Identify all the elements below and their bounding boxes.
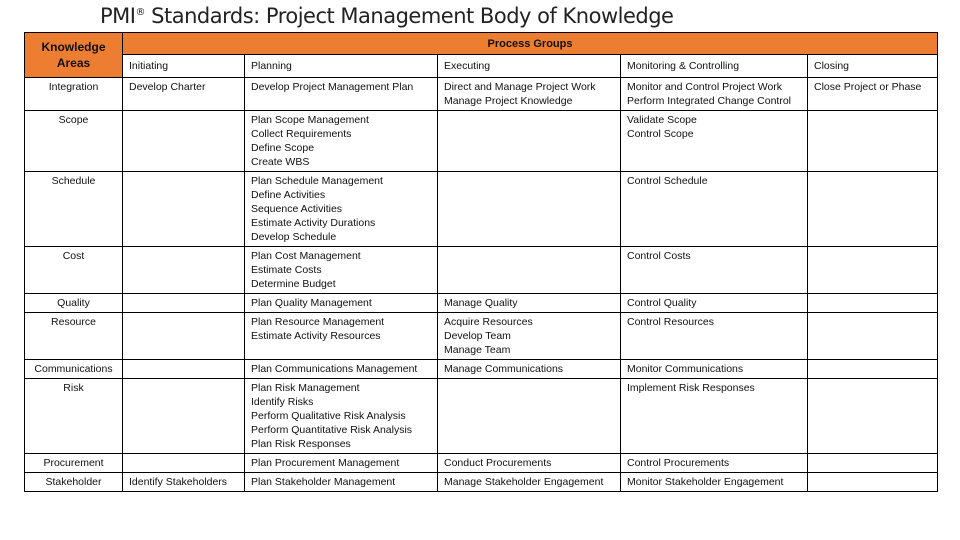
- process-cell-initiating: [123, 360, 245, 379]
- knowledge-area-label: Cost: [25, 247, 123, 294]
- header-row-process-groups: [25, 33, 938, 55]
- knowledge-area-label: Risk: [25, 379, 123, 454]
- process-item: Identify Risks: [251, 396, 314, 408]
- table-row: [25, 294, 938, 313]
- phase-header-executing: Executing: [438, 55, 621, 78]
- title-prefix: PMI: [100, 4, 136, 28]
- process-item: Control Resources: [627, 316, 714, 328]
- process-cell-initiating: [123, 247, 245, 294]
- process-item: Plan Procurement Management: [251, 457, 400, 469]
- process-item: Sequence Activities: [251, 203, 343, 215]
- process-cell-closing: [808, 454, 938, 473]
- process-cell-monitoring-controlling: [621, 247, 808, 294]
- header-row-phases: [25, 55, 938, 78]
- process-item: Manage Quality: [444, 297, 518, 309]
- process-item: Develop Project Management Plan: [251, 81, 414, 93]
- process-cell-executing: [438, 360, 621, 379]
- process-cell-initiating: [123, 313, 245, 360]
- process-item: Plan Cost Management: [251, 250, 361, 262]
- knowledge-area-label: Schedule: [25, 172, 123, 247]
- table-row: [25, 247, 938, 294]
- process-cell-executing: [438, 111, 621, 172]
- process-cell-executing: [438, 313, 621, 360]
- process-item: Control Procurements: [627, 457, 730, 469]
- process-item: Plan Schedule Management: [251, 175, 383, 187]
- process-cell-closing: [808, 313, 938, 360]
- title-text: Standards: Project Management Body of Knowledge: [151, 4, 674, 28]
- process-item: Implement Risk Responses: [627, 382, 755, 394]
- knowledge-area-label: Quality: [25, 294, 123, 313]
- process-item: Create WBS: [251, 156, 310, 168]
- process-item: Plan Quality Management: [251, 297, 372, 309]
- process-item: Plan Scope Management: [251, 114, 369, 126]
- process-cell-planning: [245, 111, 438, 172]
- table-row: [25, 379, 938, 454]
- process-item: Manage Team: [444, 344, 511, 356]
- process-cell-initiating: [123, 172, 245, 247]
- process-item: Control Schedule: [627, 175, 708, 187]
- process-cell-planning: [245, 473, 438, 492]
- knowledge-area-label: Procurement: [25, 454, 123, 473]
- process-cell-executing: [438, 473, 621, 492]
- knowledge-areas-header: Knowledge Areas: [25, 33, 123, 78]
- process-item: Perform Integrated Change Control: [627, 95, 792, 107]
- process-item: Define Scope: [251, 142, 315, 154]
- pmbok-table: [24, 32, 938, 492]
- page-title: [100, 4, 673, 28]
- process-item: Plan Resource Management: [251, 316, 385, 328]
- table-row: [25, 111, 938, 172]
- process-item: Direct and Manage Project Work: [444, 81, 596, 93]
- process-item: Estimate Activity Durations: [251, 217, 376, 229]
- knowledge-area-label: Stakeholder: [25, 473, 123, 492]
- process-cell-monitoring-controlling: [621, 294, 808, 313]
- process-cell-monitoring-controlling: [621, 379, 808, 454]
- process-item: Estimate Costs: [251, 264, 322, 276]
- phase-header-initiating: Initiating: [123, 55, 245, 78]
- process-cell-executing: [438, 294, 621, 313]
- process-cell-initiating: [123, 294, 245, 313]
- process-cell-monitoring-controlling: [621, 111, 808, 172]
- process-item: Collect Requirements: [251, 128, 352, 140]
- process-item: Monitor Stakeholder Engagement: [627, 476, 784, 488]
- process-cell-planning: [245, 454, 438, 473]
- process-cell-planning: [245, 78, 438, 111]
- table-row: [25, 78, 938, 111]
- process-item: Estimate Activity Resources: [251, 330, 381, 342]
- process-cell-closing: [808, 78, 938, 111]
- knowledge-area-label: Resource: [25, 313, 123, 360]
- table-row: [25, 473, 938, 492]
- table-row: [25, 360, 938, 379]
- process-item: Monitor Communications: [627, 363, 744, 375]
- process-cell-closing: [808, 379, 938, 454]
- process-item: Determine Budget: [251, 278, 336, 290]
- table-row: [25, 172, 938, 247]
- process-item: Control Costs: [627, 250, 691, 262]
- process-cell-planning: [245, 379, 438, 454]
- process-item: Conduct Procurements: [444, 457, 552, 469]
- table-body: [25, 78, 938, 492]
- process-cell-planning: [245, 313, 438, 360]
- process-cell-monitoring-controlling: [621, 313, 808, 360]
- process-item: Plan Communications Management: [251, 363, 418, 375]
- process-cell-executing: [438, 454, 621, 473]
- process-cell-initiating: [123, 78, 245, 111]
- process-item: Develop Charter: [129, 81, 206, 93]
- process-cell-planning: [245, 294, 438, 313]
- process-cell-initiating: [123, 454, 245, 473]
- process-cell-closing: [808, 111, 938, 172]
- process-cell-executing: [438, 78, 621, 111]
- process-item: Plan Stakeholder Management: [251, 476, 396, 488]
- table-row: [25, 454, 938, 473]
- table-row: [25, 313, 938, 360]
- process-cell-closing: [808, 473, 938, 492]
- process-cell-closing: [808, 360, 938, 379]
- process-cell-monitoring-controlling: [621, 78, 808, 111]
- process-cell-monitoring-controlling: [621, 360, 808, 379]
- process-cell-planning: [245, 247, 438, 294]
- process-item: Manage Stakeholder Engagement: [444, 476, 604, 488]
- registered-mark: ®: [135, 7, 145, 18]
- process-cell-closing: [808, 247, 938, 294]
- process-item: Identify Stakeholders: [129, 476, 228, 488]
- process-cell-monitoring-controlling: [621, 172, 808, 247]
- process-item: Validate Scope: [627, 114, 697, 126]
- knowledge-area-label: Scope: [25, 111, 123, 172]
- process-cell-executing: [438, 379, 621, 454]
- process-item: Close Project or Phase: [814, 81, 922, 93]
- process-item: Develop Team: [444, 330, 511, 342]
- process-cell-initiating: [123, 111, 245, 172]
- process-cell-monitoring-controlling: [621, 454, 808, 473]
- phase-header-planning: Planning: [245, 55, 438, 78]
- process-item: Plan Risk Management: [251, 382, 360, 394]
- process-groups-header: Process Groups: [123, 33, 938, 55]
- process-item: Acquire Resources: [444, 316, 533, 328]
- knowledge-area-label: Communications: [25, 360, 123, 379]
- process-item: Manage Project Knowledge: [444, 95, 573, 107]
- process-cell-closing: [808, 172, 938, 247]
- process-item: Control Scope: [627, 128, 694, 140]
- phase-header-closing: Closing: [808, 55, 938, 78]
- process-item: Plan Risk Responses: [251, 438, 351, 450]
- process-cell-planning: [245, 172, 438, 247]
- process-cell-initiating: [123, 379, 245, 454]
- process-item: Manage Communications: [444, 363, 564, 375]
- process-cell-planning: [245, 360, 438, 379]
- process-cell-closing: [808, 294, 938, 313]
- phase-header-monitoring-controlling: Monitoring & Controlling: [621, 55, 808, 78]
- process-cell-initiating: [123, 473, 245, 492]
- process-cell-executing: [438, 172, 621, 247]
- process-item: Perform Quantitative Risk Analysis: [251, 424, 413, 436]
- process-item: Perform Qualitative Risk Analysis: [251, 410, 406, 422]
- knowledge-area-label: Integration: [25, 78, 123, 111]
- process-item: Develop Schedule: [251, 231, 337, 243]
- process-item: Control Quality: [627, 297, 697, 309]
- process-cell-executing: [438, 247, 621, 294]
- process-item: Define Activities: [251, 189, 326, 201]
- process-cell-monitoring-controlling: [621, 473, 808, 492]
- process-item: Monitor and Control Project Work: [627, 81, 783, 93]
